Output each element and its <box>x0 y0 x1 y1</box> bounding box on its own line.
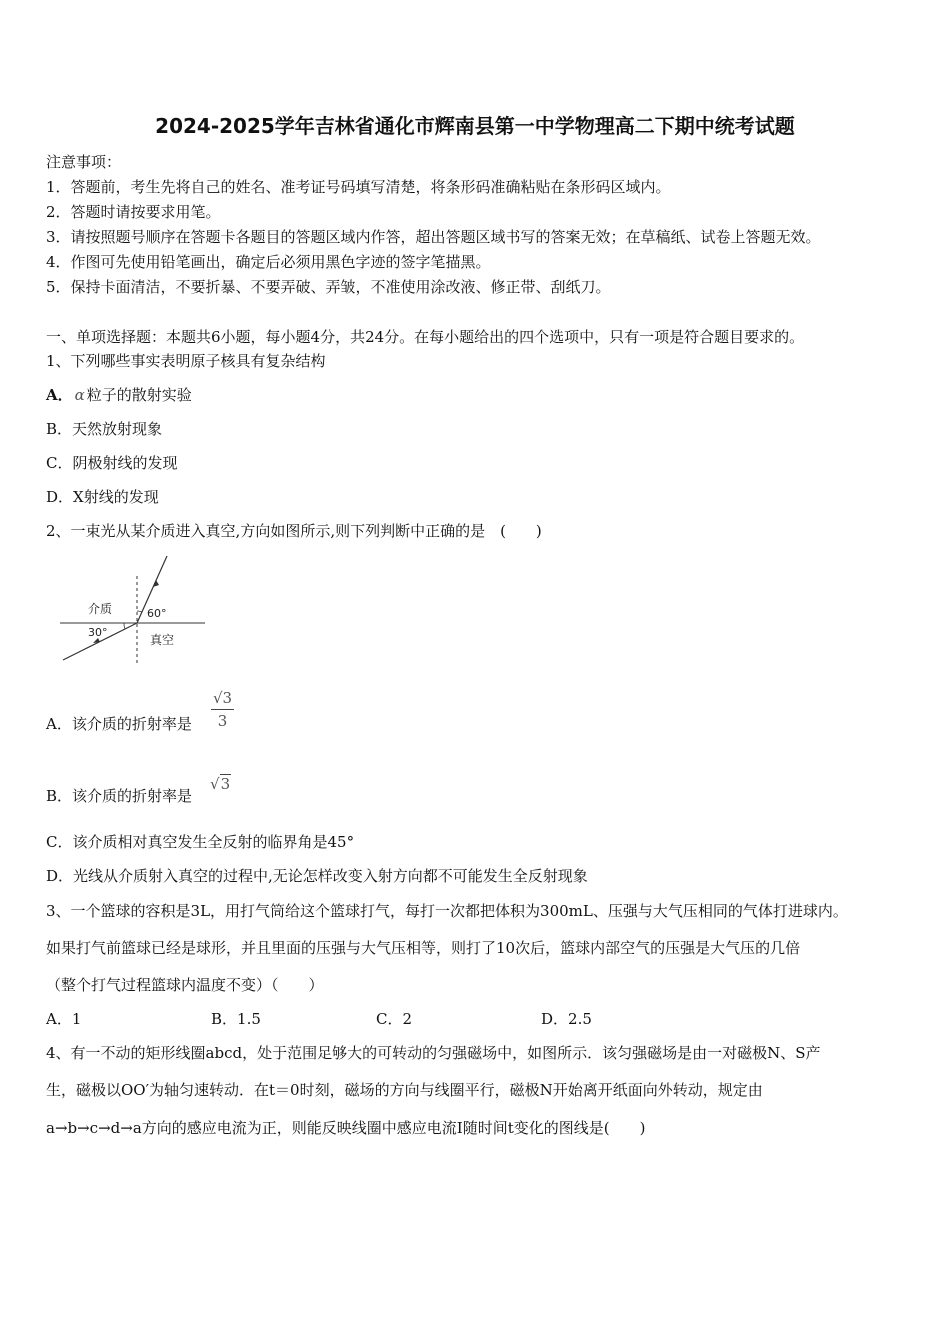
notice-item: 3．请按照题号顺序在答题卡各题目的答题区域内作答，超出答题区域书写的答案无效；在草稿纸、试卷上答题无效。 <box>46 228 821 246</box>
q3-option-b: B．1.5 <box>211 1010 261 1028</box>
vacuum-label: 真空 <box>150 633 175 647</box>
section-heading: 一、单项选择题：本题共6小题，每小题4分，共24分。在每小题给出的四个选项中，只有一项是符合题目要求的。 <box>46 328 805 346</box>
q2-option-d: D．光线从介质射入真空的过程中,无论怎样改变入射方向都不可能发生全反射现象 <box>46 867 588 885</box>
notice-item: 2．答题时请按要求用笔。 <box>46 203 221 221</box>
notice-item: 5．保持卡面清洁，不要折暴、不要弄破、弄皱，不准使用涂改液、修正带、刮纸刀。 <box>46 278 611 296</box>
q2-option-b-sqrt <box>210 775 231 793</box>
q2-option-c: C．该介质相对真空发生全反射的临界角是45° <box>46 833 355 851</box>
page-title: 2024-2025学年吉林省通化市辉南县第一中学物理高二下期中统考试题 <box>155 114 795 138</box>
q3-option-d: D．2.5 <box>541 1010 592 1028</box>
q1-option-a-label: A． <box>46 386 73 404</box>
q1-option-b: B．天然放射现象 <box>46 420 163 438</box>
alpha-symbol: α <box>74 386 85 404</box>
q4-line-3: a→b→c→d→a方向的感应电流为正，则能反映线圈中感应电流I随时间t变化的图线是( ) <box>46 1119 646 1137</box>
q3-line-3: （整个打气过程篮球内温度不变）（ ） <box>46 976 324 994</box>
sqrt-radicand: 3 <box>220 775 231 793</box>
q1-option-a <box>46 385 192 405</box>
q3-line-2: 如果打气前篮球已经是球形，并且里面的压强与大气压相等，则打了10次后，篮球内部空气的压强是大气压的几倍 <box>46 939 801 957</box>
q1-option-d: D．X射线的发现 <box>46 488 159 506</box>
q3-option-a: A．1 <box>46 1010 82 1028</box>
q3-option-c: C．2 <box>376 1010 413 1028</box>
q4-line-1: 4、有一不动的矩形线圈abcd，处于范围足够大的可转动的匀强磁场中，如图所示．该匀强磁场是由一对磁极N、S产 <box>46 1044 821 1062</box>
refracted-angle-arc <box>137 611 142 612</box>
q2-stem: 2、一束光从某介质进入真空,方向如图所示,则下列判断中正确的是 ( ) <box>46 522 542 540</box>
medium-label: 介质 <box>88 602 113 616</box>
notice-item: 4．作图可先使用铅笔画出，确定后必须用黑色字迹的签字笔描黑。 <box>46 253 491 271</box>
incident-angle-label: 30° <box>88 626 108 639</box>
notice-heading: 注意事项： <box>46 153 122 171</box>
refracted-arrow-icon <box>153 580 159 587</box>
sqrt-icon: √ <box>210 775 220 793</box>
q1-option-c: C．阴极射线的发现 <box>46 454 178 472</box>
q3-line-1: 3、一个篮球的容积是3L，用打气筒给这个篮球打气，每打一次都把体积为300mL、压强与大气压相同的气体打进球内。 <box>46 902 848 920</box>
incident-angle-arc <box>124 623 125 629</box>
notice-item: 1．答题前，考生先将自己的姓名、准考证号码填写清楚，将条形码准确粘贴在条形码区域内。 <box>46 178 671 196</box>
q1-option-a-text: 粒子的散射实验 <box>86 386 192 404</box>
fraction-denominator: 3 <box>217 712 228 730</box>
refracted-angle-label: 60° <box>147 607 167 620</box>
q4-line-2: 生，磁极以OO′为轴匀速转动．在t＝0时刻，磁场的方向与线圈平行，磁极N开始离开纸面向外转动，规定由 <box>46 1081 763 1099</box>
refraction-diagram <box>55 552 210 664</box>
q2-option-a-fraction <box>211 689 234 730</box>
q2-option-b-text: B．该介质的折射率是 <box>46 787 193 805</box>
q1-stem: 1、下列哪些事实表明原子核具有复杂结构 <box>46 352 326 370</box>
fraction-numerator: √3 <box>211 689 234 710</box>
q2-option-a-text: A．该介质的折射率是 <box>46 715 192 733</box>
